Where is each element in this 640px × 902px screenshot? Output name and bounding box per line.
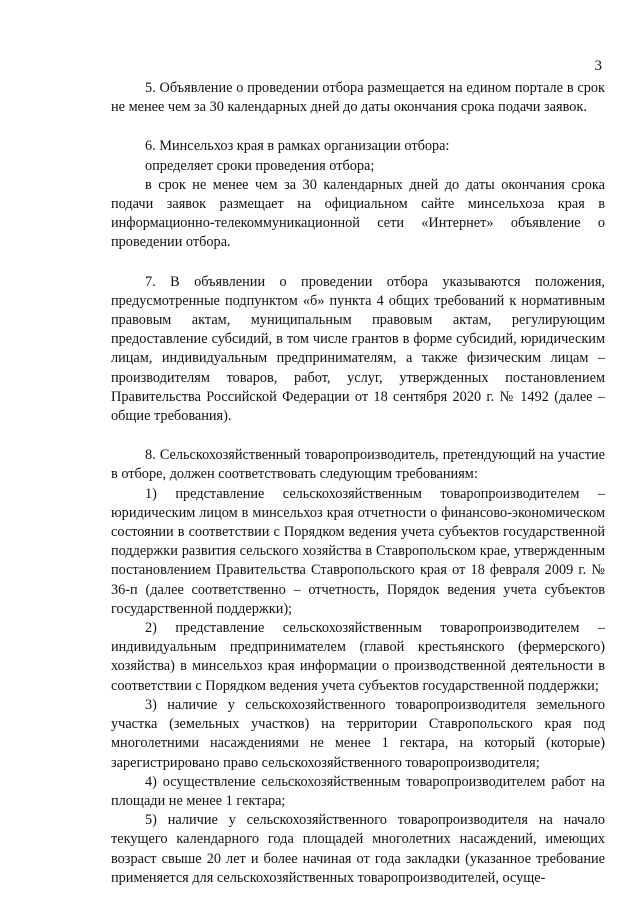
paragraph-6-item-1: определяет сроки проведения отбора;: [145, 157, 375, 174]
document-body: [111, 79, 605, 888]
paragraph-6-item-2: в срок не менее чем за 30 календарных дней до даты окончания срока подачи заявок размещает на официальном сайте минсельхоза края в информационно-телекоммуникационной сети «Интернет» объявление о проведении отбора.: [111, 176, 605, 251]
requirement-2: 2) представление сельскохозяйственным товаропроизводителем – индивидуальным предпринимателем (главой крестьянского (фермерского) хозяйства) в минсельхоз края информации о производственной деятельности в соответствии с Порядком ведения учета субъектов государственной поддержки;: [111, 620, 605, 694]
paragraph-6: 6. Минсельхоз края в рамках организации отбора:: [145, 138, 450, 155]
requirement-5: 5) наличие у сельскохозяйственного товаропроизводителя на начало текущего календарного года площадей многолетних насаждений, имеющих возраст свыше 20 лет и более начиная от года закладки (указанное требование применяется для сельскохозяйственных товаропроизводителей, осуще-: [111, 812, 605, 886]
page-number: 3: [594, 58, 602, 74]
paragraph-8: 8. Сельскохозяйственный товаропроизводитель, претендующий на участие в отборе, должен соответствовать следующим требованиям:: [111, 447, 605, 483]
requirement-1: 1) представление сельскохозяйственным товаропроизводителем – юридическим лицом в минсельхоз края отчетности о финансово-экономическом состоянии в соответствии с Порядком ведения учета субъектов государственной поддержки развития сельского хозяйства в Ставропольском крае, утвержденным постановлением Правительства Ставропольского края от 18 февраля 2009 г. № 36-п (далее соответственно – отчетность, Порядок ведения учета субъектов государственной поддержки);: [111, 485, 605, 617]
paragraph-5: 5. Объявление о проведении отбора размещается на едином портале в срок не менее чем за 30 календарных дней до даты окончания срока подачи заявок.: [111, 80, 605, 116]
paragraph-7: 7. В объявлении о проведении отбора указываются положения, предусмотренные подпунктом «б» пункта 4 общих требований к нормативным правовым актам, муниципальным правовым актам, регулирующим предоставление субсидий, в том числе грантов в форме субсидий, юридическим лицам, индивидуальным предпринимателям, а также физическим лицам – производителям товаров, работ, услуг, утвержденных постановлением Правительства Российской Федерации от 18 сентября 2020 г. № 1492 (далее – общие требования).: [111, 273, 605, 425]
requirement-4: 4) осуществление сельскохозяйственным товаропроизводителем работ на площади не менее 1 гектара;: [111, 773, 605, 809]
requirement-3: 3) наличие у сельскохозяйственного товаропроизводителя земельного участка (земельных участков) на территории Ставропольского края под многолетними насаждениями не менее 1 гектара, на который (которые) зарегистрировано право сельскохозяйственного товаропроизводителя;: [111, 696, 605, 771]
